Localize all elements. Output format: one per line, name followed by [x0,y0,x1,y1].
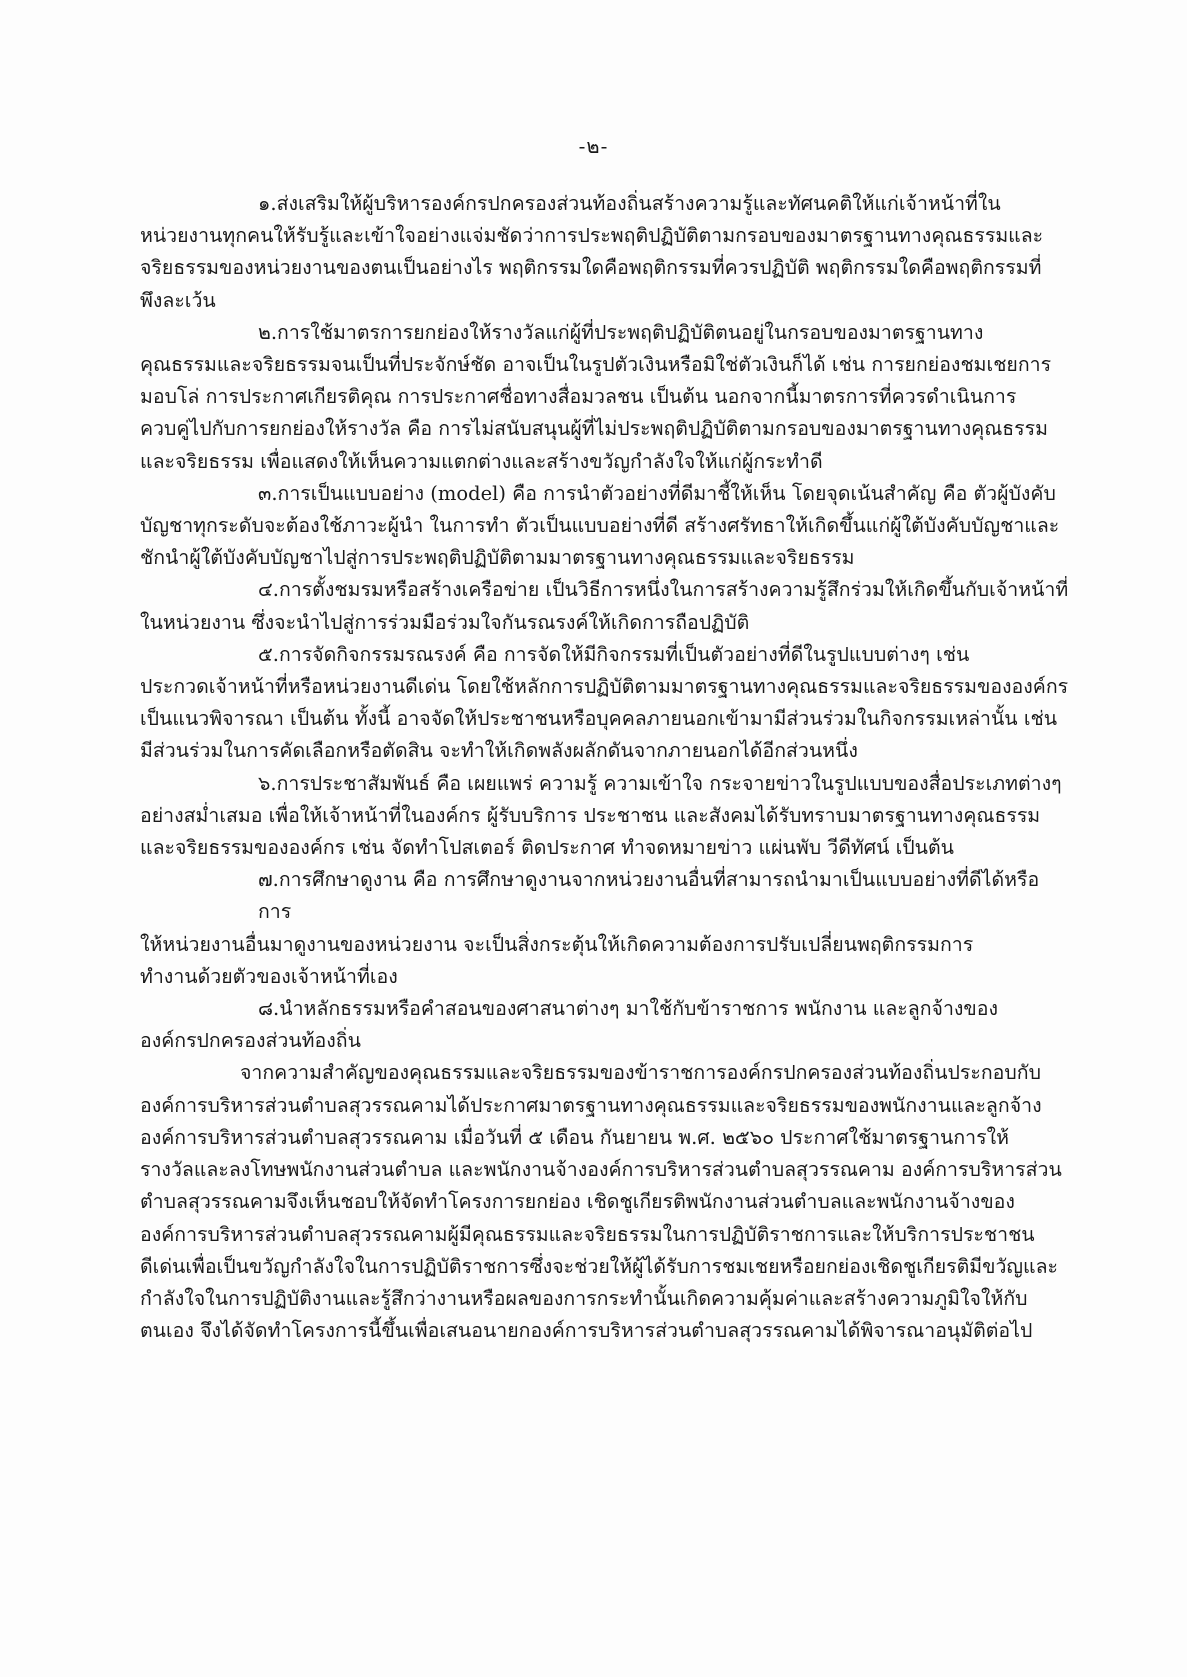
text-line: ประกวดเจ้าหน้าที่หรือหน่วยงานดีเด่น โดยใช้หลักการปฏิบัติตามมาตรฐานทางคุณธรรมและจริยธรรมขององค์กร [140,675,1069,699]
text-line: องค์การบริหารส่วนตำบลสุวรรณคาม เมื่อวันที่ ๕ เดือน กันยายน พ.ศ. ๒๕๖๐ ประกาศใช้มาตรฐานการให้ [140,1125,1009,1149]
page-number: -๒- [578,134,609,158]
paragraph-6 [140,768,1072,865]
text-line: ให้หน่วยงานอื่นมาดูงานของหน่วยงาน จะเป็นสิ่งกระตุ้นให้เกิดความต้องการปรับเปลี่ยนพฤติกรรมการ [140,932,974,956]
text-line: จริยธรรมของหน่วยงานของตนเป็นอย่างไร พฤติกรรมใดคือพฤติกรรมที่ควรปฏิบัติ พฤติกรรมใดคือพฤติกรรมที่ [140,256,1042,280]
text-line: พึงละเว้น [140,288,216,312]
paragraph-8 [140,993,1072,1057]
paragraph-2 [140,317,1072,478]
text-line: คุณธรรมและจริยธรรมจนเป็นที่ประจักษ์ชัด อาจเป็นในรูปตัวเงินหรือมิใช่ตัวเงินก็ได้ เช่น การยกย่องชมเชยการ [140,353,1052,377]
text-line: ๓.การเป็นแบบอย่าง (model) คือ การนำตัวอย่างที่ดีมาชี้ให้เห็น โดยจุดเน้นสำคัญ คือ ตัวผู้บังคับ [258,481,1056,505]
paragraph-3 [140,478,1072,575]
paragraph-7 [140,864,1072,993]
text-line: ดีเด่นเพื่อเป็นขวัญกำลังใจในการปฏิบัติราชการซึ่งจะช่วยให้ผู้ได้รับการชมเชยหรือยกย่องเชิดชูเกียรติมีขวัญและ [140,1254,1059,1278]
text-line: ๒.การใช้มาตรการยกย่องให้รางวัลแก่ผู้ที่ประพฤติปฏิบัติตนอยู่ในกรอบของมาตรฐานทาง [258,320,984,344]
text-line: อย่างสม่ำเสมอ เพื่อให้เจ้าหน้าที่ในองค์กร ผู้รับบริการ ประชาชน และสังคมได้รับทราบมาตรฐานทางคุณธรรม [140,803,1041,827]
text-line: ตนเอง จึงได้จัดทำโครงการนี้ขึ้นเพื่อเสนอนายกองค์การบริหารส่วนตำบลสุวรรณคามได้พิจารณาอนุมัติต่อไป [140,1319,1033,1343]
paragraph-conclusion [140,1057,1072,1347]
text-line: จากความสำคัญของคุณธรรมและจริยธรรมของข้าราชการองค์กรปกครองส่วนท้องถิ่นประกอบกับ [240,1061,1041,1085]
text-line: มอบโล่ การประกาศเกียรติคุณ การประกาศชื่อทางสื่อมวลชน เป็นต้น นอกจากนี้มาตรการที่ควรดำเนินการ [140,385,1017,409]
paragraph-5 [140,639,1072,768]
text-line: องค์การบริหารส่วนตำบลสุวรรณคามได้ประกาศมาตรฐานทางคุณธรรมและจริยธรรมของพนักงานและลูกจ้าง [140,1093,1042,1117]
text-line: ชักนำผู้ใต้บังคับบัญชาไปสู่การประพฤติปฏิบัติตามมาตรฐานทางคุณธรรมและจริยธรรม [140,546,855,570]
paragraph-4 [140,574,1072,638]
text-line: ทำงานด้วยตัวของเจ้าหน้าที่เอง [140,964,398,988]
text-line: และจริยธรรมขององค์กร เช่น จัดทำโปสเตอร์ ติดประกาศ ทำจดหมายข่าว แผ่นพับ วีดีทัศน์ เป็นต้น [140,836,955,860]
text-line: ควบคู่ไปกับการยกย่องให้รางวัล คือ การไม่สนับสนุนผู้ที่ไม่ประพฤติปฏิบัติตามกรอบของมาตรฐานทางคุณธรรม [140,417,1048,441]
text-line: กำลังใจในการปฏิบัติงานและรู้สึกว่างานหรือผลของการกระทำนั้นเกิดความคุ้มค่าและสร้างความภูมิใจให้กับ [140,1286,1028,1310]
paragraph-1 [140,188,1072,317]
text-line: ๖.การประชาสัมพันธ์ คือ เผยแพร่ ความรู้ ความเข้าใจ กระจายข่าวในรูปแบบของสื่อประเภทต่างๆ [258,771,1062,795]
text-line: ในหน่วยงาน ซึ่งจะนำไปสู่การร่วมมือร่วมใจกันรณรงค์ให้เกิดการถือปฏิบัติ [140,610,750,634]
text-line: บัญชาทุกระดับจะต้องใช้ภาวะผู้นำ ในการทำ ตัวเป็นแบบอย่างที่ดี สร้างศรัทธาให้เกิดขึ้นแก่ผู้ใต้บังคับบัญชาและ [140,514,1060,538]
text-line: ๗.การศึกษาดูงาน คือ การศึกษาดูงานจากหน่วยงานอื่นที่สามารถนำมาเป็นแบบอย่างที่ดีได้หรือการ [258,868,1040,924]
text-line: ๘.นำหลักธรรมหรือคำสอนของศาสนาต่างๆ มาใช้กับข้าราชการ พนักงาน และลูกจ้างของ [258,997,999,1021]
text-line: ตำบลสุวรรณคามจึงเห็นชอบให้จัดทำโครงการยกย่อง เชิดชูเกียรติพนักงานส่วนตำบลและพนักงานจ้างของ [140,1190,1015,1214]
text-line: เป็นแนวพิจารณา เป็นต้น ทั้งนี้ อาจจัดให้ประชาชนหรือบุคคลภายนอกเข้ามามีส่วนร่วมในกิจกรรมเหล่านั้น เช่น [140,707,1058,731]
text-line: รางวัลและลงโทษพนักงานส่วนตำบล และพนักงานจ้างองค์การบริหารส่วนตำบลสุวรรณคาม องค์การบริหารส่วน [140,1158,1062,1182]
text-line: ๕.การจัดกิจกรรมรณรงค์ คือ การจัดให้มีกิจกรรมที่เป็นตัวอย่างที่ดีในรูปแบบต่างๆ เช่น [258,642,970,666]
text-line: มีส่วนร่วมในการคัดเลือกหรือตัดสิน จะทำให้เกิดพลังผลักดันจากภายนอกได้อีกส่วนหนึ่ง [140,739,858,763]
text-line: หน่วยงานทุกคนให้รับรู้และเข้าใจอย่างแจ่มชัดว่าการประพฤติปฏิบัติตามกรอบของมาตรฐานทางคุณธรรมและ [140,224,1044,248]
text-line: องค์การบริหารส่วนตำบลสุวรรณคามผู้มีคุณธรรมและจริยธรรมในการปฏิบัติราชการและให้บริการประชาชน [140,1222,1035,1246]
text-line: ๔.การตั้งชมรมหรือสร้างเครือข่าย เป็นวิธีการหนึ่งในการสร้างความรู้สึกร่วมให้เกิดขึ้นกับเจ้าหน้าที่ [258,578,1069,602]
text-line: ๑.ส่งเสริมให้ผู้บริหารองค์กรปกครองส่วนท้องถิ่นสร้างความรู้และทัศนคติให้แก่เจ้าหน้าที่ใน [258,192,1001,215]
text-line: องค์กรปกครองส่วนท้องถิ่น [140,1029,361,1053]
document-body [140,188,1072,1347]
text-line: และจริยธรรม เพื่อแสดงให้เห็นความแตกต่างและสร้างขวัญกำลังใจให้แก่ผู้กระทำดี [140,449,823,473]
